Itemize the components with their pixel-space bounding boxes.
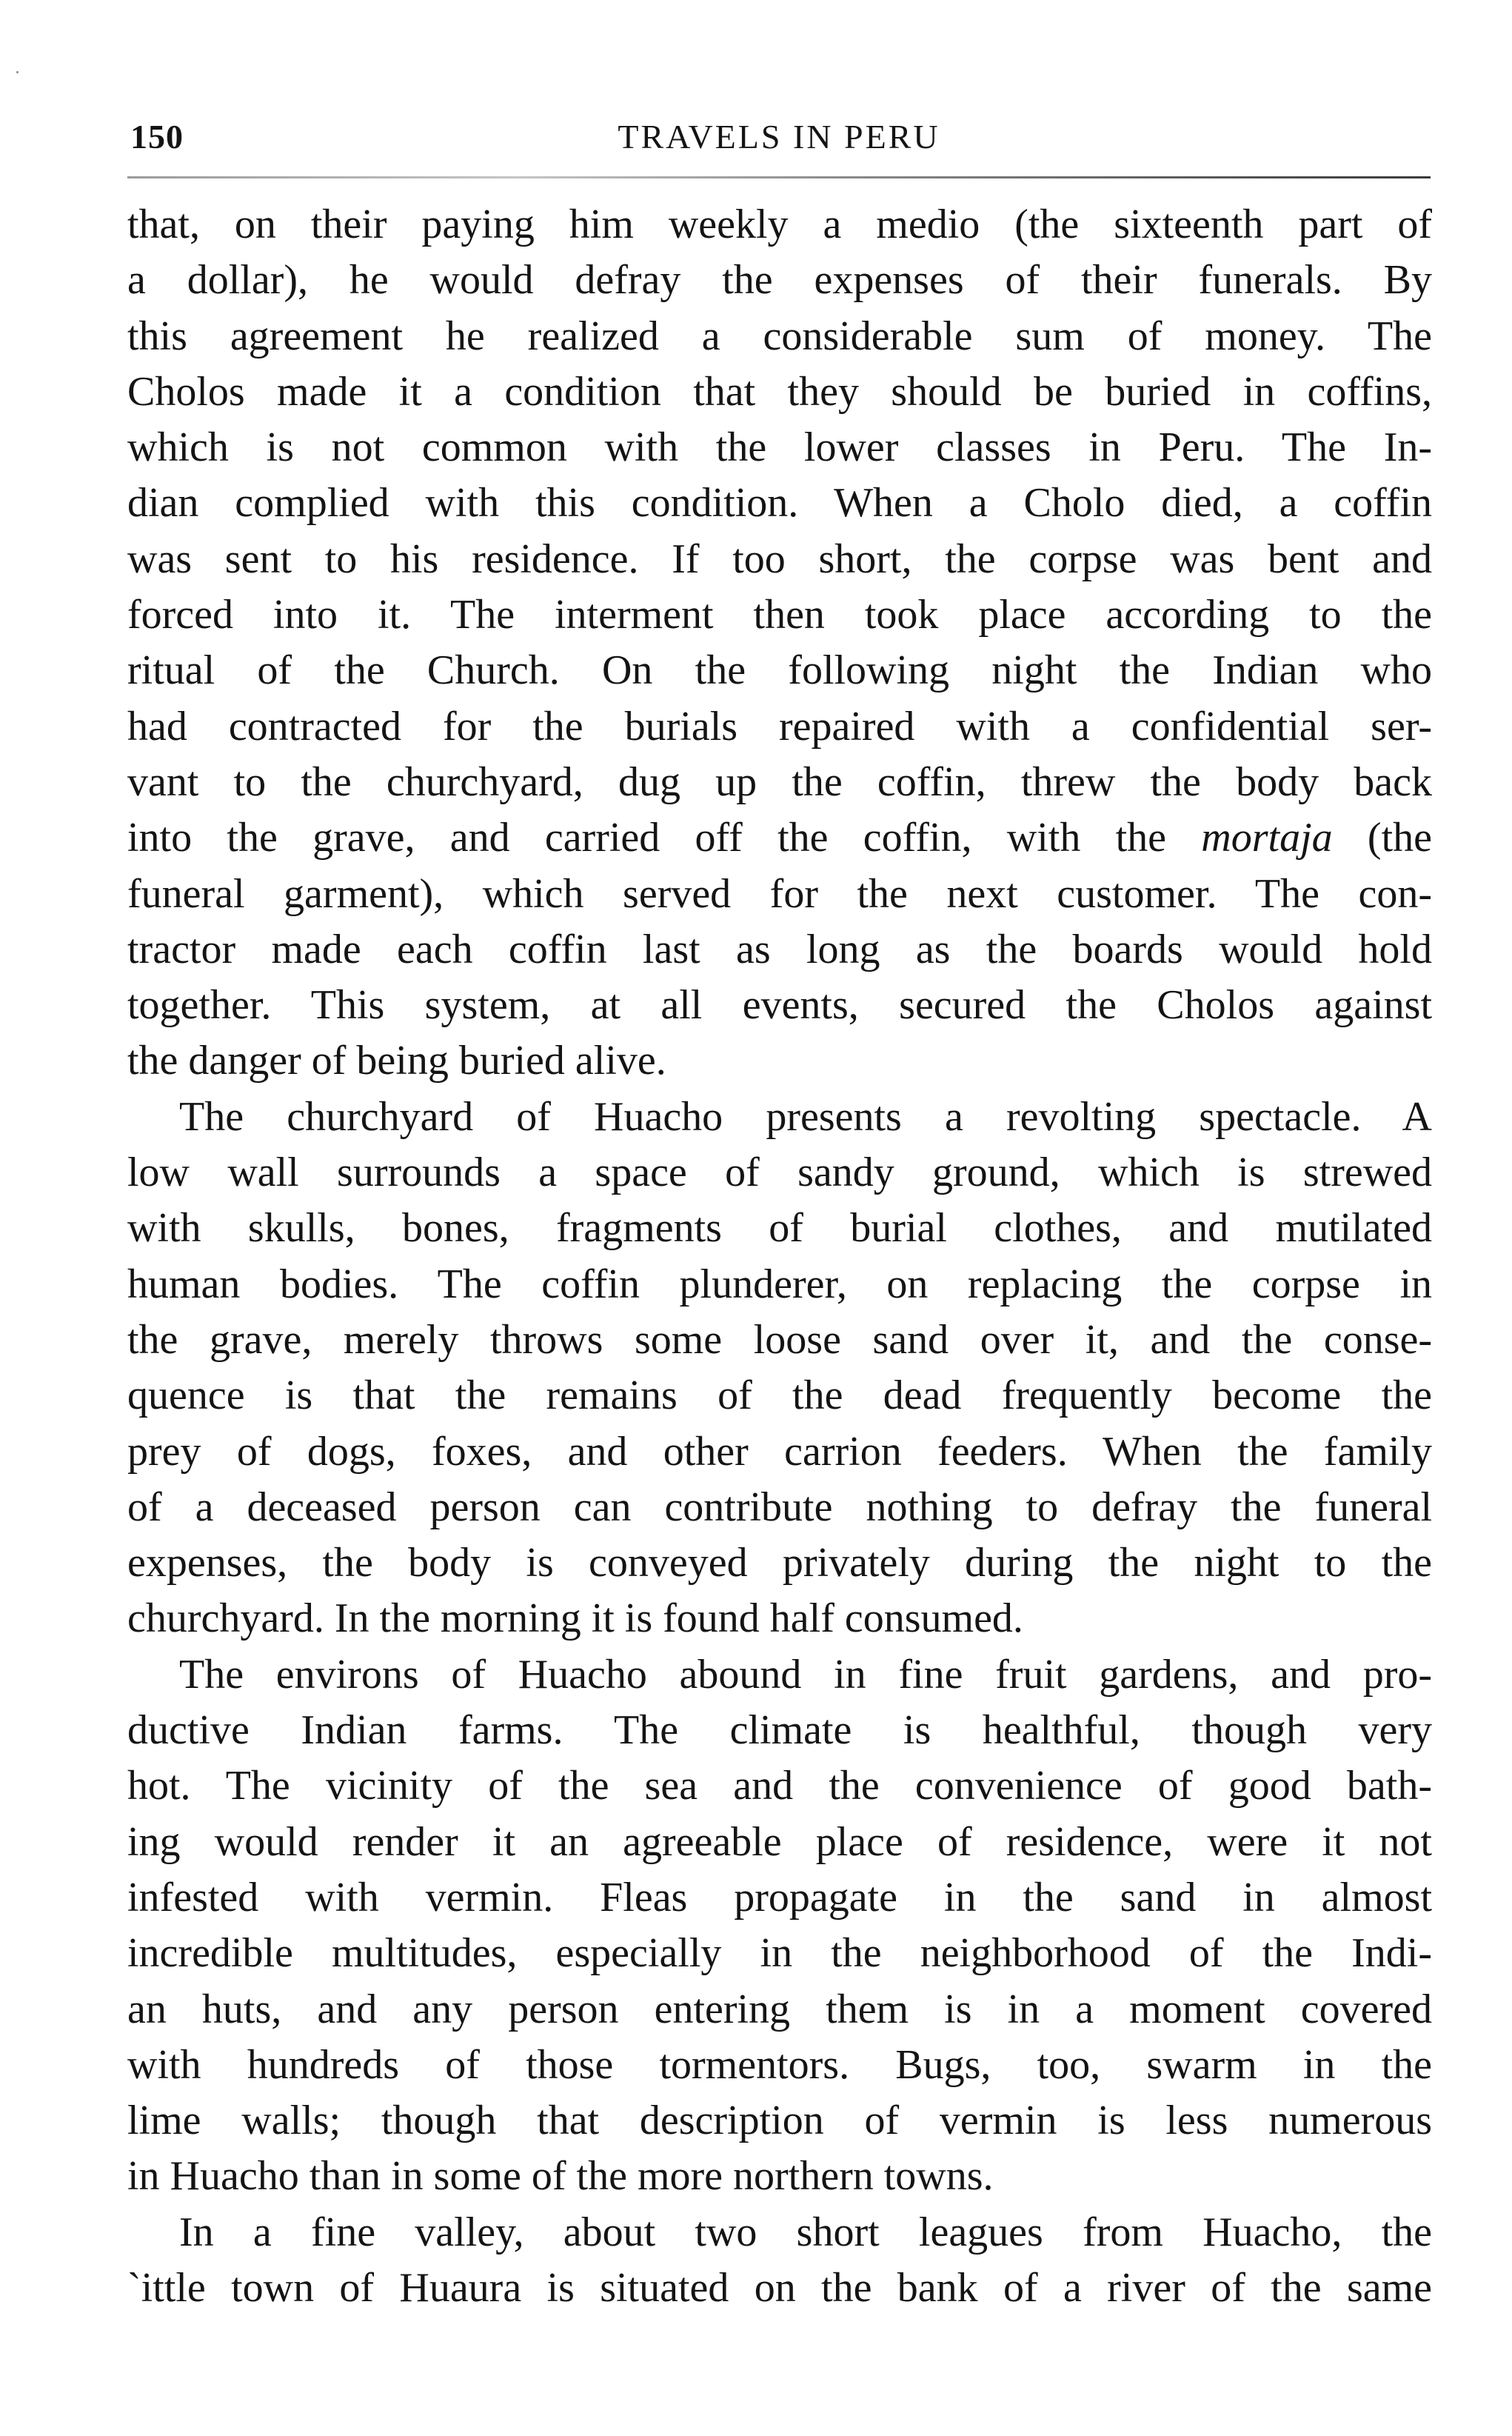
text-line: the danger of being buried alive. [127,1038,666,1084]
text-line: with hundreds of those tormentors. Bugs, too, swarm in the [127,2041,1432,2088]
text-line: together. This system, at all events, secured the Cholos against [127,982,1432,1029]
paragraph [127,2205,1432,2317]
text-line: The churchyard of Huacho presents a revolting spectacle. A [179,1093,1432,1140]
text-line: lime walls; though that description of vermin is less numerous [127,2098,1432,2144]
text-line: an huts, and any person entering them is in a moment covered [127,1986,1432,2032]
running-title: TRAVELS IN PERU [618,118,940,156]
page-header [127,111,1431,163]
text-line [127,810,1432,866]
italic-term: mortaja [1201,815,1333,861]
text-line: human bodies. The coffin plunderer, on replacing the corpse in [127,1261,1432,1307]
text-line: forced into it. The interment then took place according to the [127,592,1432,638]
text-line: in Huacho than in some of the more northern towns. [127,2153,994,2200]
text-run: into the grave, and carried off the coffin, with the [127,815,1202,861]
text-line: quence is that the remains of the dead frequently become the [127,1372,1432,1419]
text-line: low wall surrounds a space of sandy ground, which is strewed [127,1149,1432,1196]
text-line: tractor made each coffin last as long as the boards would hold [127,926,1432,972]
text-run: (the [1332,815,1432,861]
page-number: 150 [130,118,184,156]
text-line: expenses, the body is conveyed privately during the night to the [127,1540,1432,1586]
text-line: with skulls, bones, fragments of burial clothes, and mutilated [127,1205,1432,1252]
text-line: which is not common with the lower classes in Peru. The In- [127,424,1432,471]
text-line: the grave, merely throws some loose sand over it, and the conse- [127,1316,1432,1363]
text-line: this agreement he realized a considerable sum of money. The [127,313,1432,359]
text-line: Cholos made it a condition that they should be buried in coffins, [127,368,1432,415]
paragraph [127,1089,1432,1647]
text-line: dian complied with this condition. When a Cholo died, a coffin [127,480,1432,527]
paragraph [127,197,1432,1089]
text-line: churchyard. In the morning it is found half consumed. [127,1595,1023,1642]
text-line: had contracted for the burials repaired with a confidential ser- [127,703,1432,750]
header-rule [127,176,1431,178]
text-line: ing would render it an agreeable place of residence, were it not [127,1818,1432,1865]
text-line: `ittle town of Huaura is situated on the bank of a river of the same [127,2264,1432,2311]
text-line: incredible multitudes, especially in the neighborhood of the Indi- [127,1930,1432,1977]
text-line: a dollar), he would defray the expenses of their funerals. By [127,257,1432,304]
scan-speck [16,71,19,73]
text-line: that, on their paying him weekly a medio (the sixteenth part of [127,201,1432,247]
text-line: The environs of Huacho abound in fine fruit gardens, and pro- [179,1651,1432,1698]
text-line: of a deceased person can contribute nothing to defray the funeral [127,1484,1432,1530]
text-line: hot. The vicinity of the sea and the convenience of good bath- [127,1763,1432,1809]
paragraph [127,1647,1432,2205]
text-line: prey of dogs, foxes, and other carrion feeders. When the family [127,1428,1432,1475]
text-line: vant to the churchyard, dug up the coffin, threw the body back [127,758,1432,805]
text-line: funeral garment), which served for the next customer. The con- [127,870,1432,917]
text-line: In a fine valley, about two short leagues from Huacho, the [179,2209,1432,2255]
text-line: ritual of the Church. On the following night the Indian who [127,647,1432,694]
text-line: was sent to his residence. If too short, the corpse was bent and [127,535,1432,582]
text-line: ductive Indian farms. The climate is healthful, though very [127,1707,1432,1754]
text-line: infested with vermin. Fleas propagate in the sand in almost [127,1874,1432,1921]
body-text [127,197,1432,2316]
